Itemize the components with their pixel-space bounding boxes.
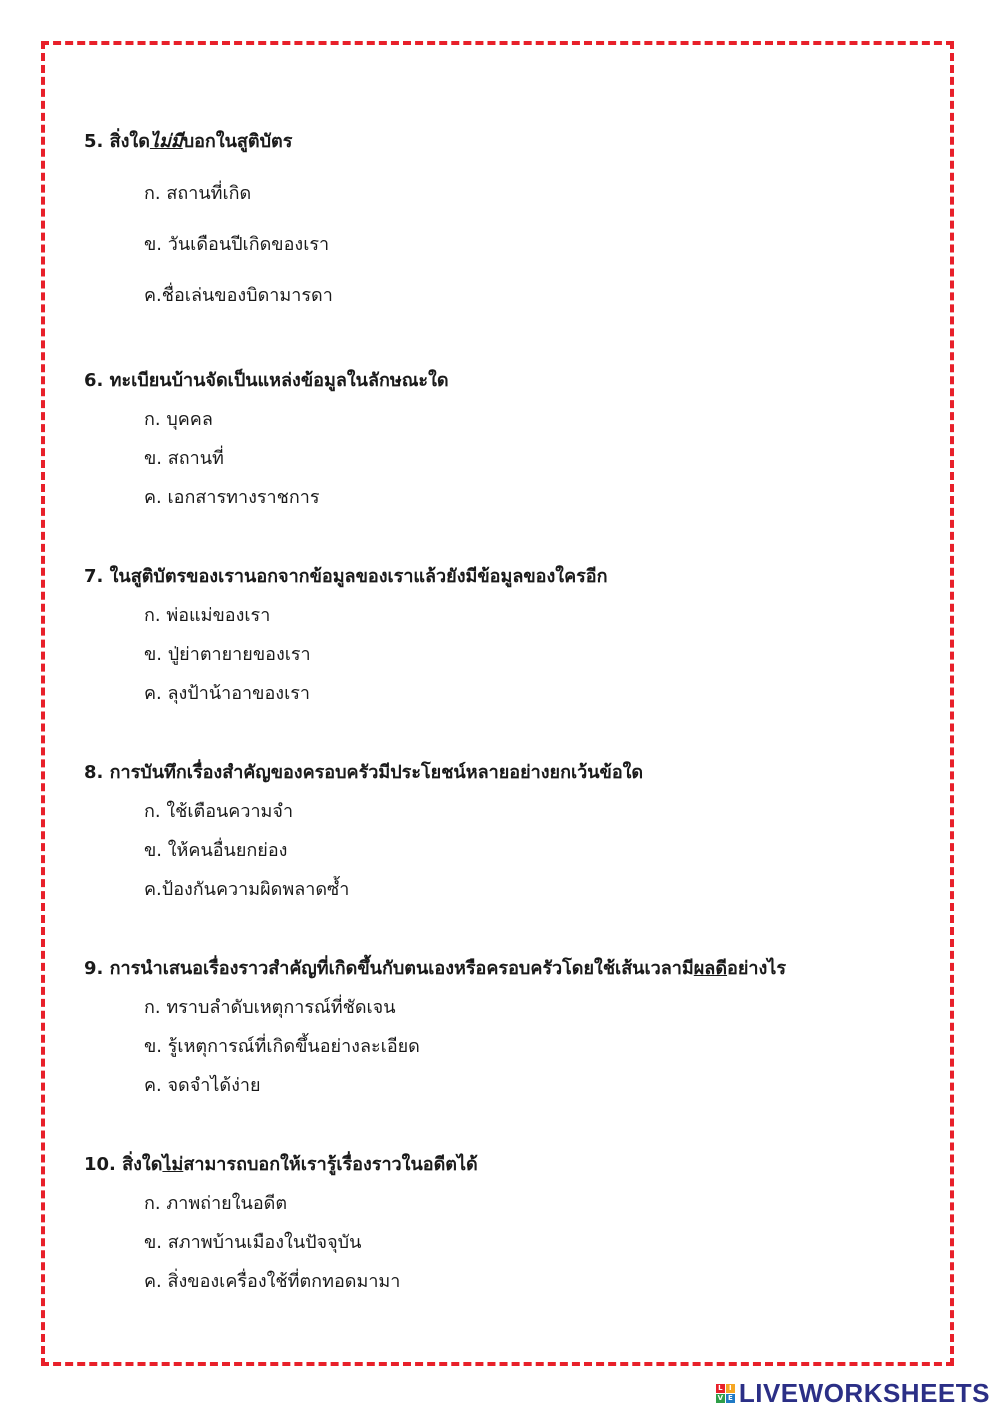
question-8: [84, 761, 964, 900]
question-6: [84, 369, 964, 508]
question-6-choice-c[interactable]: ค. เอกสารทางราชการ: [144, 487, 320, 508]
question-5-choice-c[interactable]: ค.ชื่อเล่นของบิดามารดา: [144, 285, 333, 306]
question-7-choice-a[interactable]: ก. พ่อแม่ของเรา: [144, 605, 271, 626]
question-5-text: 5. สิ่งใดไม่มีบอกในสูติบัตร: [84, 131, 293, 152]
logo-mark-i: I: [726, 1384, 735, 1393]
question-7-text: 7. ในสูติบัตรของเรานอกจากข้อมูลของเราแล้วยังมีข้อมูลของใครอีก: [84, 566, 608, 587]
question-9-text: 9. การนำเสนอเรื่องราวสำคัญที่เกิดขึ้นกับตนเองหรือครอบครัวโดยใช้เส้นเวลามีผลดีอย่างไร: [84, 958, 787, 979]
question-10: [84, 1153, 964, 1292]
question-9-choice-a[interactable]: ก. ทราบลำดับเหตุการณ์ที่ชัดเจน: [144, 997, 396, 1018]
question-5-choice-b[interactable]: ข. วันเดือนปีเกิดของเรา: [144, 234, 330, 255]
question-8-choice-b[interactable]: ข. ให้คนอื่นยกย่อง: [144, 840, 288, 861]
logo-mark-icon: [716, 1384, 735, 1403]
question-7-choice-c[interactable]: ค. ลุงป้าน้าอาของเรา: [144, 683, 310, 704]
question-7: [84, 565, 964, 704]
question-6-choice-b[interactable]: ข. สถานที่: [144, 448, 224, 469]
question-9: [84, 957, 964, 1096]
question-5: [84, 130, 964, 306]
question-9-choice-b[interactable]: ข. รู้เหตุการณ์ที่เกิดขึ้นอย่างละเอียด: [144, 1036, 420, 1057]
question-8-choice-c[interactable]: ค.ป้องกันความผิดพลาดซ้ำ: [144, 879, 350, 900]
logo-mark-l: L: [716, 1384, 725, 1393]
question-6-choice-a[interactable]: ก. บุคคล: [144, 409, 213, 430]
question-10-choice-a[interactable]: ก. ภาพถ่ายในอดีต: [144, 1193, 288, 1214]
question-10-emphasis: ไม่: [162, 1154, 184, 1175]
question-8-choice-a[interactable]: ก. ใช้เตือนความจำ: [144, 801, 294, 822]
question-10-choice-c[interactable]: ค. สิ่งของเครื่องใช้ที่ตกทอดมามา: [144, 1271, 401, 1292]
question-6-text: 6. ทะเบียนบ้านจัดเป็นแหล่งข้อมูลในลักษณะใด: [84, 370, 449, 391]
question-9-emphasis: ผลดี: [693, 958, 728, 979]
logo-text: LIVEWORKSHEETS: [738, 1377, 990, 1408]
question-5-choice-a[interactable]: ก. สถานที่เกิด: [144, 183, 252, 204]
liveworksheets-logo: [716, 1379, 990, 1407]
logo-mark-v: V: [717, 1393, 724, 1402]
question-10-choice-b[interactable]: ข. สภาพบ้านเมืองในปัจจุบัน: [144, 1232, 362, 1253]
logo-mark-e: E: [726, 1394, 735, 1403]
question-5-emphasis: ไม่มี: [149, 131, 183, 152]
question-7-choice-b[interactable]: ข. ปู่ย่าตายายของเรา: [144, 644, 311, 665]
question-10-text: 10. สิ่งใดไม่สามารถบอกให้เรารู้เรื่องราวในอดีตได้: [84, 1154, 478, 1175]
question-9-choice-c[interactable]: ค. จดจำได้ง่าย: [144, 1075, 261, 1096]
question-8-text: 8. การบันทึกเรื่องสำคัญของครอบครัวมีประโยชน์หลายอย่างยกเว้นข้อใด: [84, 762, 644, 783]
